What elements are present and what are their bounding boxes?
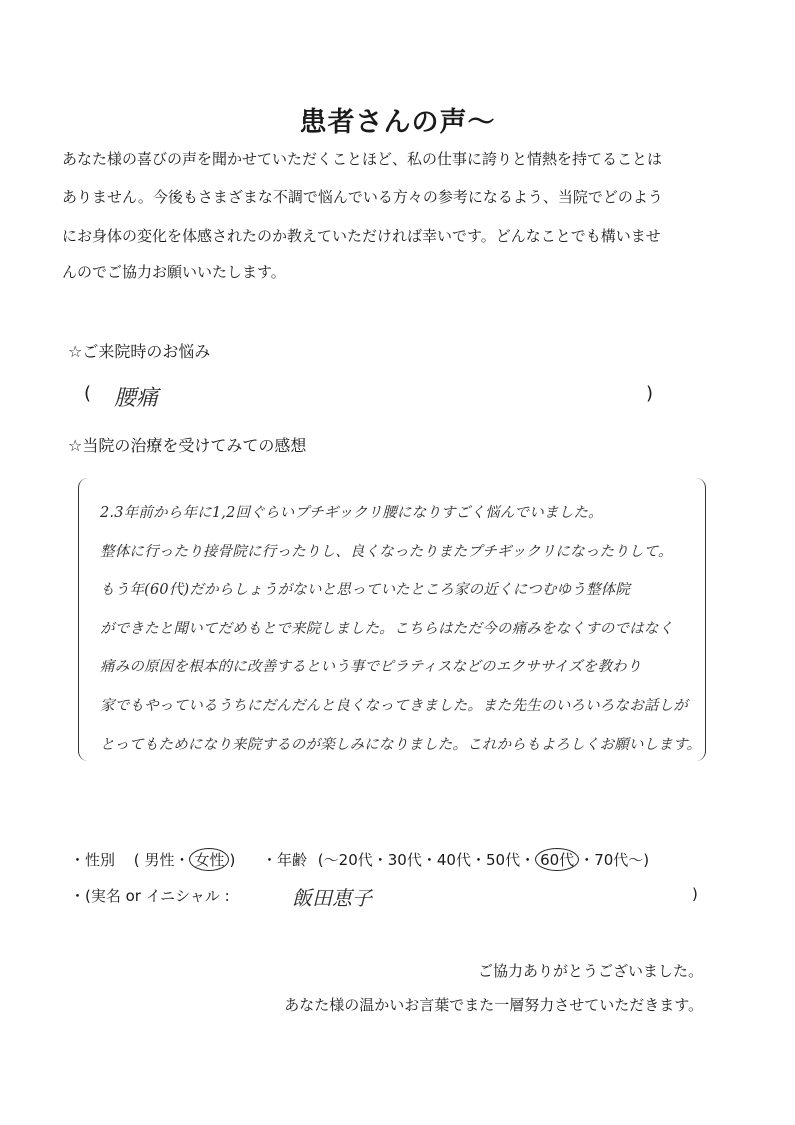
impression-line-4: ができたと聞いてだめもとで来院しました。こちらはただ今の痛みをなくすのではなく [100,621,674,637]
gender-option-male: 男性 [144,851,175,869]
age-option-50s: 50代 [485,851,521,869]
age-option-40s: 40代 [436,851,471,869]
age-option-30s: 30代 [387,851,422,869]
age-option-under20: 〜20代 [323,851,373,869]
closing-message: あなた様の温かいお言葉でまた一層努力させていただきます。 [284,996,703,1014]
impression-line-5: 痛みの原因を根本的に改善するという事でピラティスなどのエクササイズを教わり [100,659,642,675]
age-row: ・年齢 (〜20代・30代・40代・50代・ 60代 ・70代〜) [262,848,649,871]
gender-open-paren: ( [133,851,140,869]
impression-line-3: もう年(60代)だからしょうがないと思っていたところ家の近くにつむゆう整体院 [100,582,631,598]
impression-line-1: 2.3年前から年に1,2回ぐらいプチギックリ腰になりすごく悩んでいました。 [100,505,603,521]
gender-label: ・性別 [70,851,116,869]
name-close-paren: ) [692,885,698,903]
age-open-paren: ( [317,851,324,869]
concern-open-paren: ( [84,383,92,404]
age-label: ・年齢 [262,851,308,869]
name-value: 飯田恵子 [292,886,372,910]
intro-line-2: ありません。今後もさまざまな不調で悩んでいる方々の参考になるよう、当院でどのよう [62,188,663,206]
gender-option-female: 女性 [189,848,229,871]
name-label: ・(実名 or イニシャル : [70,887,230,905]
impression-line-2: 整体に行ったり接骨院に行ったりし、良くなったりまたプチギックリになったりして。 [100,544,673,560]
page-title: 患者さんの声〜 [299,107,496,138]
age-close-paren: ) [643,851,650,869]
impression-heading: ☆当院の治療を受けてみての感想 [68,436,307,455]
impression-line-6: 家でもやっているうちにだんだんと良くなってきました。また先生のいろいろなお話しが [100,698,688,714]
closing-thanks: ご協力ありがとうございました。 [477,962,703,980]
impression-line-7: とってもためになり来院するのが楽しみになりました。これからもよろしくお願いします。 [100,737,702,753]
intro-line-3: にお身体の変化を体感されたのか教えていただければ幸いです。どんなことでも構いませ [62,227,661,245]
intro-line-1: あなた様の喜びの声を聞かせていただくことほど、私の仕事に誇りと情熱を持てることは [62,150,663,168]
concern-close-paren: ) [646,383,654,404]
intro-line-4: んのでご協力お願いいたします。 [62,263,286,281]
age-option-70plus: 70代〜 [594,851,644,869]
age-option-60s: 60代 [535,848,579,871]
gender-close-paren: ) [229,851,236,869]
concern-answer: 腰痛 [114,386,159,411]
gender-separator: ・ [174,851,190,869]
concern-heading: ☆ご来院時のお悩み [68,342,211,361]
gender-row [70,848,235,871]
